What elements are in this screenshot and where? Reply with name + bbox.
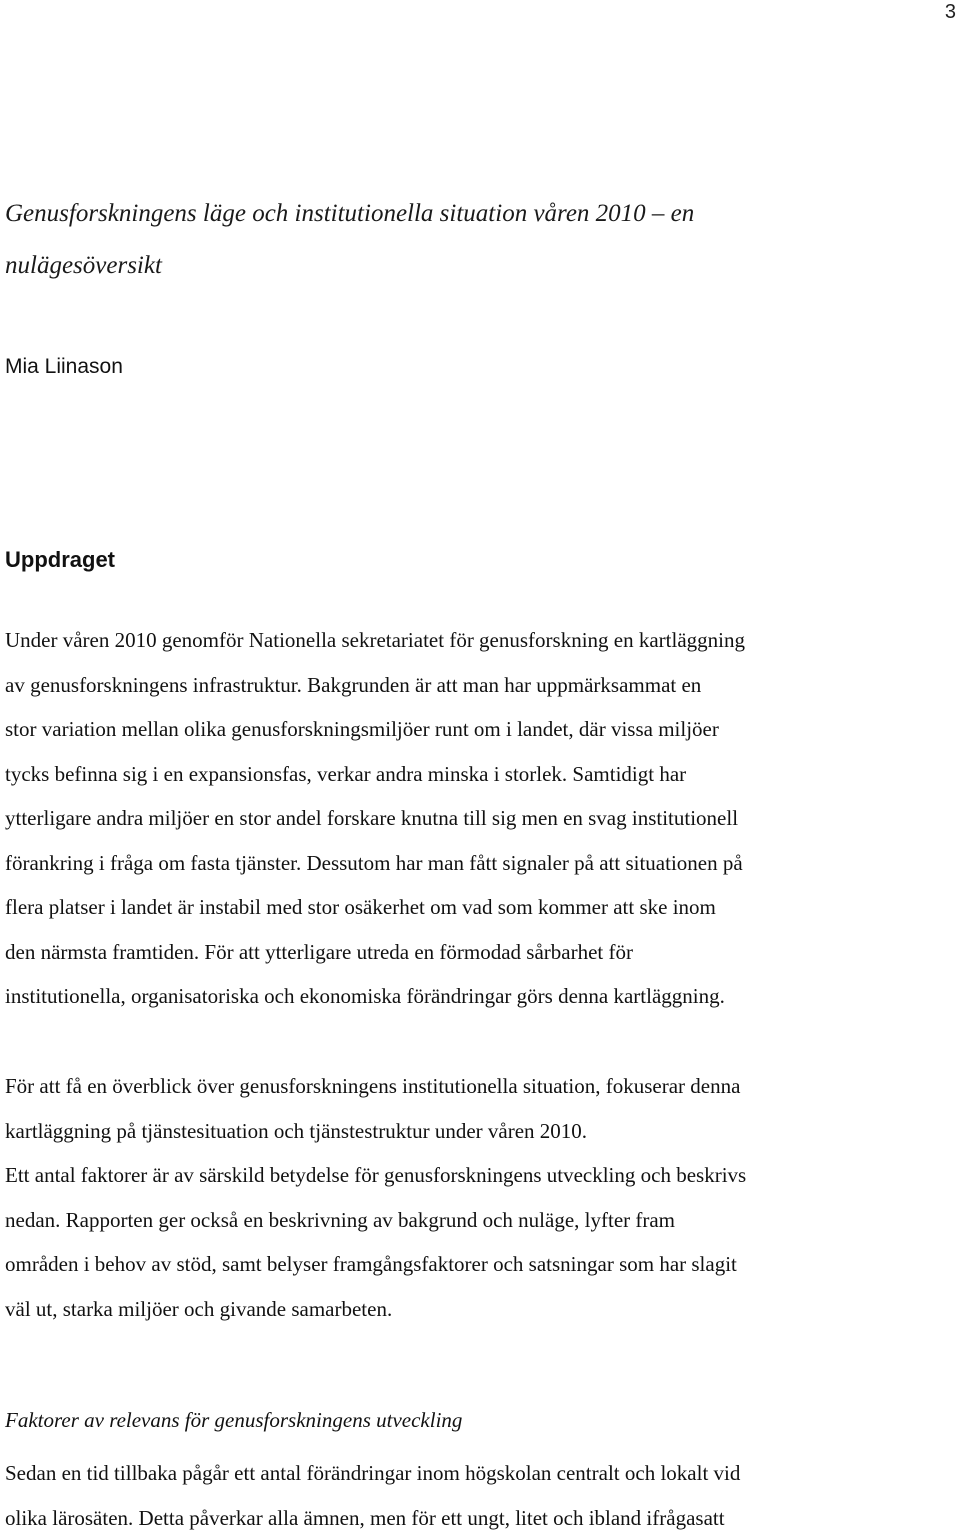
text-line: Sedan en tid tillbaka pågår ett antal förändringar inom högskolan centralt och lokalt vid	[5, 1451, 959, 1496]
paragraph-overview	[5, 1064, 959, 1331]
text-line: väl ut, starka miljöer och givande samarbeten.	[5, 1287, 959, 1332]
text-line: Ett antal faktorer är av särskild betydelse för genusforskningens utveckling och beskrivs	[5, 1153, 959, 1198]
text-line: ytterligare andra miljöer en stor andel forskare knutna till sig men en svag institutionell	[5, 796, 959, 841]
text-line: olika lärosäten. Detta påverkar alla ämnen, men för ett ungt, litet och ibland ifrågasatt	[5, 1496, 959, 1540]
text-line: kartläggning på tjänstesituation och tjänstestruktur under våren 2010.	[5, 1109, 959, 1154]
page-number: 3	[945, 0, 956, 24]
title-line-2: nulägesöversikt	[5, 240, 905, 292]
title-line-1: Genusforskningens läge och institutionella situation våren 2010 – en	[5, 188, 905, 240]
text-line: institutionella, organisatoriska och ekonomiska förändringar görs denna kartläggning.	[5, 974, 959, 1019]
text-line: förankring i fråga om fasta tjänster. Dessutom har man fått signaler på att situationen på	[5, 841, 959, 886]
document-title	[5, 188, 905, 292]
text-line: Under våren 2010 genomför Nationella sekretariatet för genusforskning en kartläggning	[5, 618, 959, 663]
text-line: nedan. Rapporten ger också en beskrivning av bakgrund och nuläge, lyfter fram	[5, 1198, 959, 1243]
text-line: För att få en överblick över genusforskningens institutionella situation, fokuserar denna	[5, 1064, 959, 1109]
text-line: flera platser i landet är instabil med stor osäkerhet om vad som kommer att ske inom	[5, 885, 959, 930]
text-line: stor variation mellan olika genusforskningsmiljöer runt om i landet, där vissa miljöer	[5, 707, 959, 752]
text-line: den närmsta framtiden. För att ytterligare utreda en förmodad sårbarhet för	[5, 930, 959, 975]
paragraph-faktorer	[5, 1451, 959, 1540]
section-heading-uppdraget: Uppdraget	[5, 545, 115, 575]
text-line: områden i behov av stöd, samt belyser framgångsfaktorer och satsningar som har slagit	[5, 1242, 959, 1287]
text-line: tycks befinna sig i en expansionsfas, verkar andra minska i storlek. Samtidigt har	[5, 752, 959, 797]
author-name: Mia Liinason	[5, 352, 123, 382]
paragraph-uppdraget	[5, 618, 959, 1019]
subheading-faktorer: Faktorer av relevans för genusforskningens utveckling	[5, 1405, 462, 1435]
text-line: av genusforskningens infrastruktur. Bakgrunden är att man har uppmärksammat en	[5, 663, 959, 708]
